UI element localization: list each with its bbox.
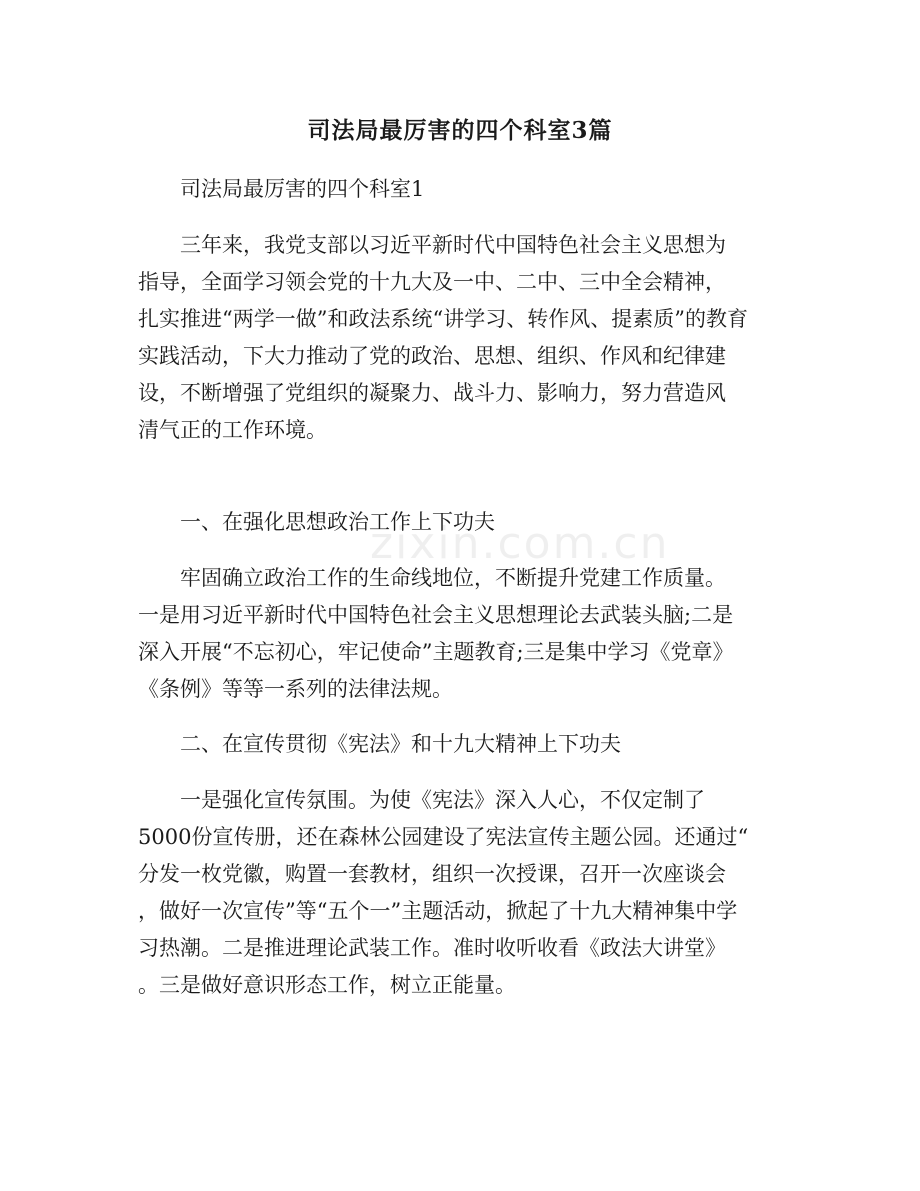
text-line: 一是强化宣传氛围。为使《宪法》深入人心，不仅定制了 (180, 788, 705, 812)
text-line: 设，不断增强了党组织的凝聚力、战斗力、影响力，努力营造风 (138, 381, 726, 405)
paragraph-political-work (138, 560, 788, 708)
text-line: 《条例》等等一系列的法律法规。 (138, 677, 453, 701)
text-line: 一是用习近平新时代中国特色社会主义思想理论去武装头脑;二是 (138, 603, 734, 627)
text-line: 司法局最厉害的四个科室1 (180, 177, 425, 201)
text-line: 指导，全面学习领会党的十九大及一中、二中、三中全会精神， (138, 270, 726, 294)
text-line: 分发一枚党徽，购置一套教材，组织一次授课，召开一次座谈会 (138, 862, 726, 886)
text-line: 一、在强化思想政治工作上下功夫 (180, 510, 495, 534)
text-line: ，做好一次宣传”等“五个一”主题活动，掀起了十九大精神集中学 (138, 899, 738, 923)
text-line: 二、在宣传贯彻《宪法》和十九大精神上下功夫 (180, 732, 621, 756)
paragraph-intro (138, 227, 788, 449)
text-line: 深入开展“不忘初心，牢记使命”主题教育;三是集中学习《党章》 (138, 640, 734, 664)
document-title: 司法局最厉害的四个科室3篇 (307, 117, 613, 144)
text-line: 牢固确立政治工作的生命线地位，不断提升党建工作质量。 (180, 566, 726, 590)
text-line: 三年来，我党支部以习近平新时代中国特色社会主义思想为 (180, 233, 726, 257)
text-line: 实践活动，下大力推动了党的政治、思想、组织、作风和纪律建 (138, 344, 726, 368)
section-heading-2 (138, 726, 788, 763)
paragraph-constitution (138, 782, 788, 1004)
text-line: 习热潮。二是推进理论武装工作。准时收听收看《政法大讲堂》 (138, 936, 726, 960)
watermark: zixin.com.cn (370, 518, 670, 569)
text-line: 5000份宣传册，还在森林公园建设了宪法宣传主题公园。还通过“ (138, 825, 749, 849)
text-line: 扎实推进“两学一做”和政法系统“讲学习、转作风、提素质”的教育 (138, 307, 748, 331)
section-subtitle (138, 171, 788, 208)
text-line: 。三是做好意识形态工作，树立正能量。 (138, 973, 516, 997)
section-heading-1 (138, 504, 788, 541)
text-line: 清气正的工作环境。 (138, 418, 327, 442)
